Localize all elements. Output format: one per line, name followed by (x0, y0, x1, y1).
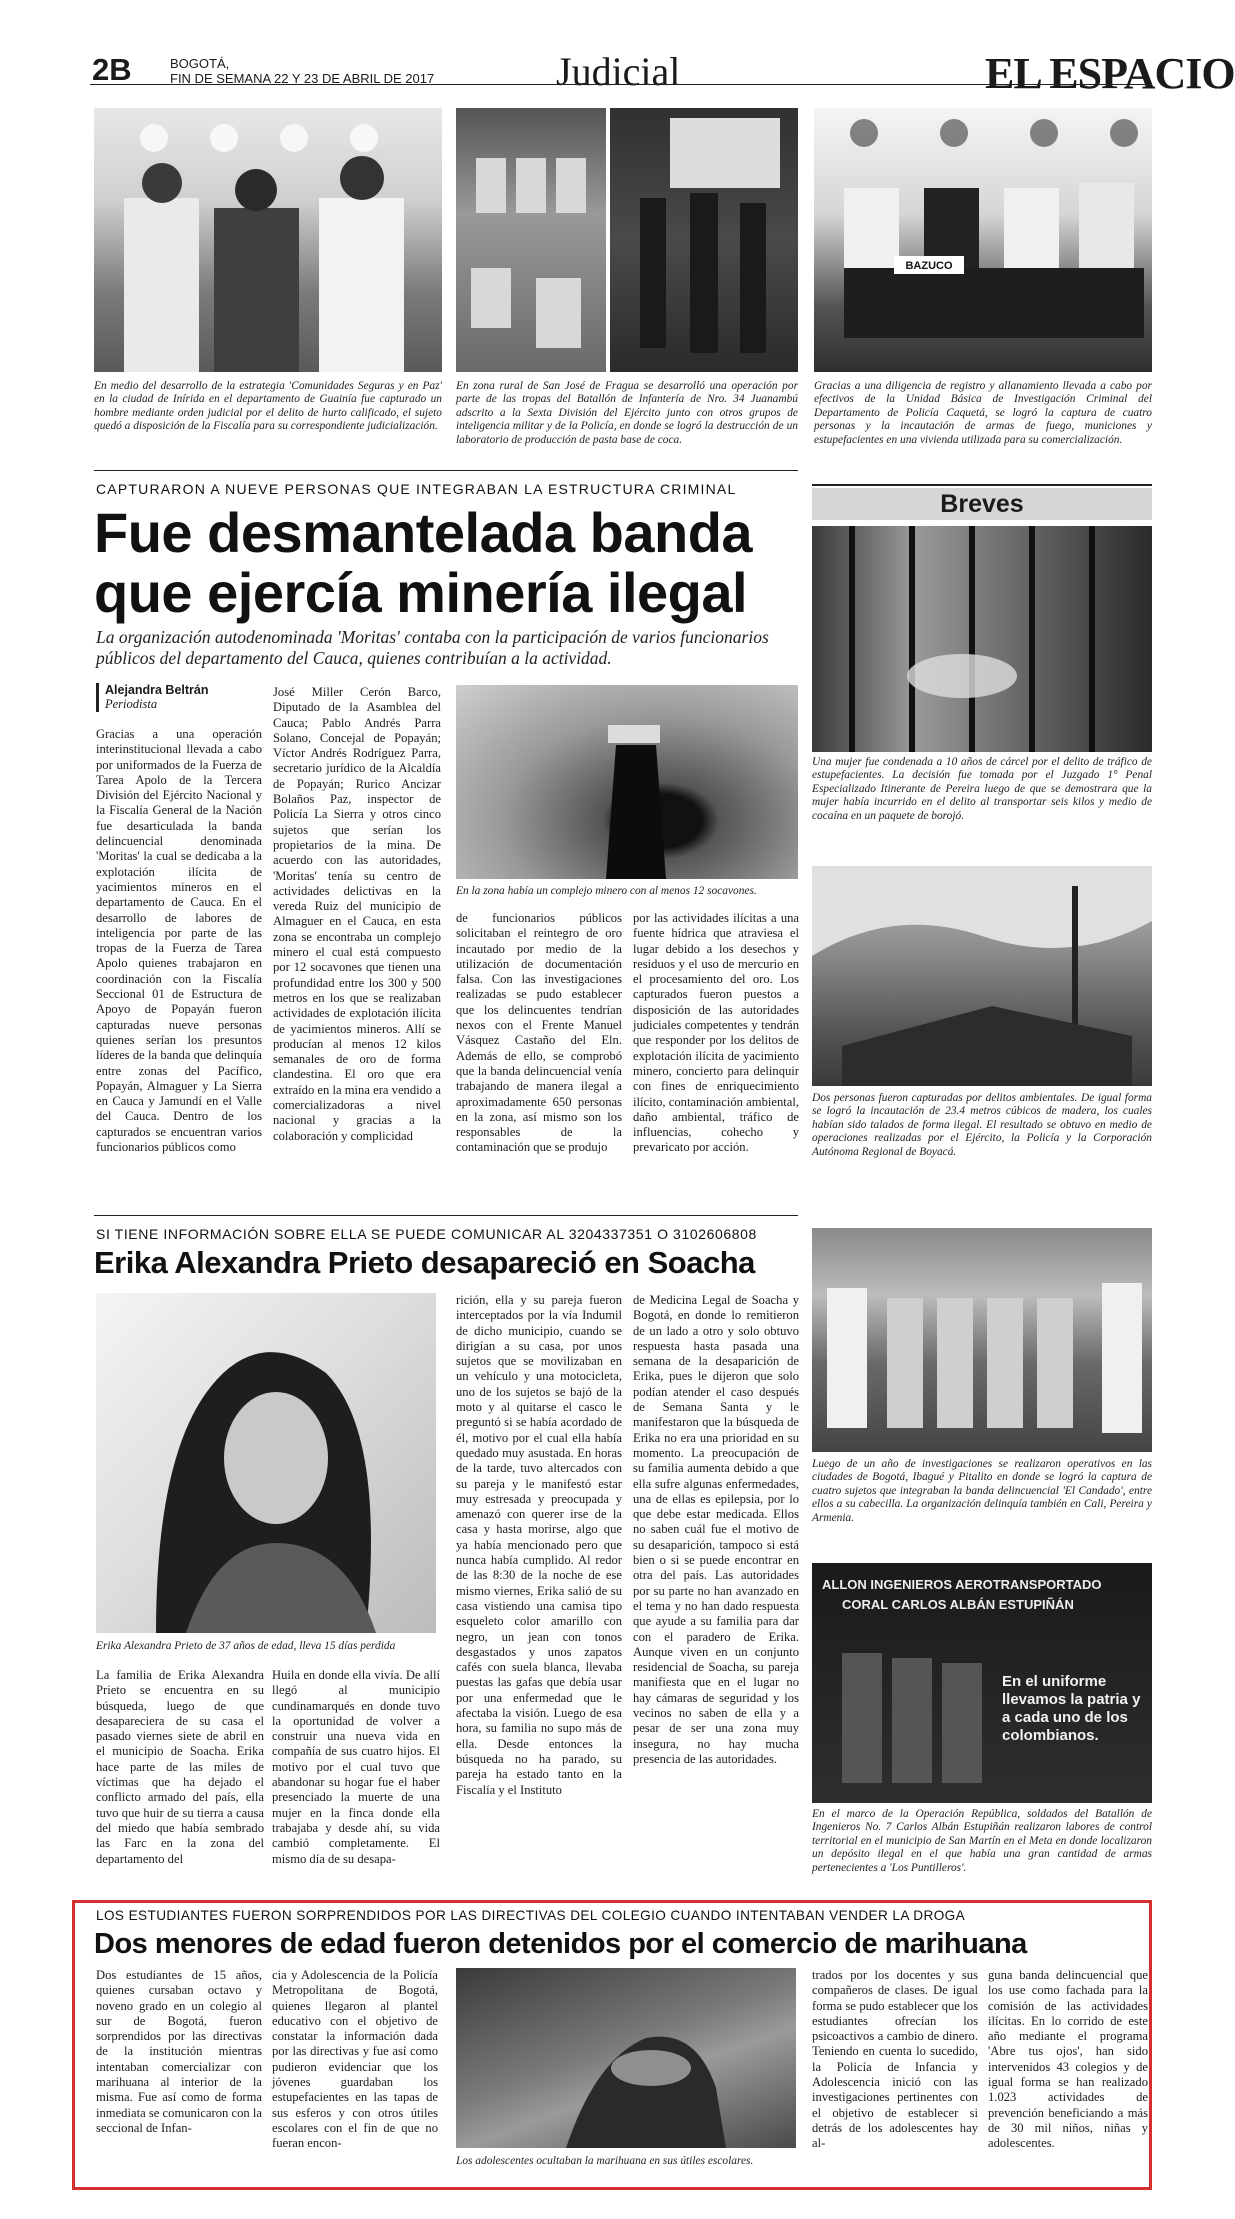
photo-lab-barrels (456, 108, 606, 372)
byline (96, 683, 256, 712)
erika-column-1: La familia de Erika Alexandra Prieto se encuentra en su búsqueda, luego de que desapareciera de su casa el pasado viernes siete de abril en el municipio de Soacha. Erika hace parte de las miles de víctimas que ha dejado el conflicto armado del país, ella tuvo que huir de su tierra a causa del miedo que había sembrado las Farc en la zona del departamento del (96, 1668, 264, 1866)
bazuco-sign: BAZUCO (905, 260, 953, 272)
erika-column-3: rición, ella y su pareja fueron interceptados por la vía Indumil de dicho municipio, cuando se dirigían a su casa, por unos sujetos que se movilizaban en un vehículo y una motocicleta, uno de los sujetos se bajó de la moto y al quitarse el casco le preguntó si se había acordado de él, motivo por el cual ella había quedado muy asustada. En horas de la tarde, tuvo altercados con su pareja y le manifestó estar muy estresada y preocupada y amenazó con querer irse de la casa y hasta morirse, algo que ya había mencionado pero que nunca había cumplido. Al redor de las 8:30 de la noche de ese mismo viernes, Erika salió de su casa vistiendo una camisa tipo esqueleto color amarillo con negro, un jean con tonos desgastados y unos zapatos cafés con suela blanca, llevaba puestas las gafas que debía usar por una enfermedad que le afectaba la visión. Luego de esa hora, su familia no supo más de ella. Desde entonces la búsqueda no ha parado, su pareja ha estado tanto en la Fiscalía y el Instituto (456, 1293, 622, 1797)
section-number: 2B (92, 52, 132, 87)
kicker-mineria: CAPTURARON A NUEVE PERSONAS QUE INTEGRABAN LA ESTRUCTURA CRIMINAL (96, 481, 737, 497)
caption-breve-1: Una mujer fue condenada a 10 años de cárcel por el delito de tráfico de estupefacientes. La decisión fue tomada por el Juzgado 1° Penal Especializado Itinerante de Pereira luego de que se demostrara que la mujer había incurrido en el delito al transportar seis kilos y medio de cocaína en un paquete de borojó. (812, 756, 1152, 822)
banner-line-1: ALLON INGENIEROS AEROTRANSPORTADO (822, 1577, 1102, 1592)
erika-column-4: de Medicina Legal de Soacha y Bogotá, en donde lo remitieron de un lado a otro y solo obtuvo respuesta hasta pasada una semana de la desaparición de Erika, pues le dijeron que solo podían atender el caso después de Semana Santa y le manifestaron que la búsqueda de Erika no era una prioridad en su momento. La preocupación de su familia aumenta debido a que ella sufre algunas enfermedades, una de ellas es epilepsia, por lo que debe estar medicada. Ellos no saben cuál fue el motivo de su desaparición, tampoco si está bien o si se puede encontrar en otra del país. Las autoridades por su parte no han avanzado en el tema y no han dado respuesta que ayude a su familia para dar con el paradero de Erika. Aunque viven en un conjunto residencial de Soacha, su pareja manifiesta que en el lugar no hay cámaras de seguridad y los vecinos no saben de ella y a pesar de ser una zona muy insegura, no hay mucha presencia de las autoridades. (633, 1293, 799, 1766)
headline-mineria (94, 503, 814, 623)
caption-mine: En la zona había un complejo minero con al menos 12 socavones. (456, 885, 757, 897)
headline-line-1: Fue desmantelada banda (94, 501, 753, 564)
section-title: Judicial (556, 49, 681, 94)
photo-battalion (812, 1563, 1152, 1803)
dateline (170, 56, 434, 86)
photo-el-candado (812, 1228, 1152, 1452)
photo-guainia-capture (94, 108, 442, 372)
erika-column-2: Huila en donde ella vivía. De allí llegó al municipio cundinamarqués en donde tuvo la oportunidad de volver a construir una nueva vida en compañía de sus cuatro hijos. El motivo por el cual tuvo que abandonar su hogar fue el haber presenciado la muerte de una mujer en la finca donde ella trabajaba y desde ahí, su vida cambió completamente. El mismo día de su desapa- (272, 1668, 440, 1866)
headline-line-2: que ejercía minería ilegal (94, 561, 748, 624)
caption-breve-3: Luego de un año de investigaciones se realizaron operativos en las ciudades de Bogotá, Ibagué y Pitalito en donde se logró la captura de cuatro sujetos que integraban la banda delincuencial 'El Candado', entre ellos a su cabecilla. La organización delinquía también en Cali, Pereira y Armenia. (812, 1458, 1152, 1524)
mineria-column-2: José Miller Cerón Barco, Diputado de la Asamblea del Cauca; Pablo Andrés Parra Solano, Concejal de Popayán; Víctor Andrés Rodríguez Parra, secretario jurídico de la Alcaldía de Popayán; Rurico Ancizar Bolaños Paz, inspector de Policía La Sierra y otros cinco sujetos que serían los propietarios de la mina. De acuerdo con las autoridades, 'Moritas' tenía su centro de actividades delictivas en la vereda Ruiz del municipio de Almaguer en el Cauca, en esta zona se encontraba un complejo minero el cual está compuesto por 12 socavones que tienen una profundidad entre los 300 y 500 metros en los que se realizaban actividades de explotación ilícita de yacimientos mineros. Allí se producían al menos 12 kilos semanales de oro de forma clandestina. El oro que era extraído en la mina era vendido a comercializadoras a nivel nacional y gracias a la colaboración y complicidad (273, 685, 441, 1143)
deck-mineria: La organización autodenominada 'Moritas' contaba con la participación de varios funcionarios públicos del departamento del Cauca, quienes contribuían a la actividad. (96, 627, 769, 668)
menores-column-4: guna banda delincuencial que los use como fachada para la comisión de las actividades ilícitas. En lo corrido de este año mediante el programa 'Abre tus ojos', han sido intervenidos 43 colegios y de igual forma se han realizado 1.023 actividades de prevención beneficiando a más de 30 mil niños, niñas y adolescentes. (988, 1968, 1148, 2151)
caption-breve-4: En el marco de la Operación República, soldados del Batallón de Ingenieros No. 7 Carlos Albán Estupiñán realizaron labores de control territorial en el municipio de San Martín en el Meta en donde localizaron un depósito ilegal en el que había una gran cantidad de armas pertenecientes a 'Los Puntilleros'. (812, 1808, 1152, 1874)
newspaper-logo: EL ESPACIO (985, 49, 1235, 98)
caption-guainia: En medio del desarrollo de la estrategia 'Comunidades Seguras y en Paz' en la ciudad de Inírida en el departamento de Guainía fue capturado un hombre mediante orden judicial por el delito de hurto calificado, el sujeto quedó a disposición de la Fiscalía para su correspondiente judicialización. (94, 380, 442, 433)
headline-menores: Dos menores de edad fueron detenidos por el comercio de marihuana (94, 1928, 1027, 1960)
breves-rule (812, 484, 1152, 486)
author-role: Periodista (105, 697, 158, 711)
mineria-column-1: Gracias a una operación interinstitucional llevada a cabo por uniformados de la Fuerza de Tarea Apolo de la Tercera División del Ejército Nacional y la Fiscalía General de la Nación fue desarticulada la banda delincuencial denominada 'Moritas' la cual se dedicaba a la explotación ilícita de yacimientos mineros en el departamento de Cauca. En el desarrollo de labores de inteligencia por parte de las tropas de la Fuerza de Tarea Apolo quienes trabajaron en coordinación con la Fiscalía Seccional 01 de Estructura de Apoyo de Popayán fueron capturadas nueve personas quienes serían los presuntos líderes de la banda que delinquía entre zonas del Pacífico, Popayán, Almaguer y La Sierra en Cauca y Jamundí en el Valle del Cauca. Dentro de los capturados se encuentran varios funcionarios públicos como (96, 727, 262, 1155)
photo-marijuana (456, 1968, 796, 2148)
divider (94, 1215, 798, 1216)
breves-header (812, 488, 1152, 520)
city: BOGOTÁ, (170, 56, 230, 71)
mineria-column-3: de funcionarios públicos solicitaban el reintegro de oro incautado por medio de la utilización de documentación falsa. Con las investigaciones realizadas se pudo establecer que los delincuentes tendrían nexos con el Frente Manuel Vásquez Castaño del Eln. Además de ello, se comprobó que la banda delincuencial venía trabajando de manera ilegal a aproximadamente 650 personas en la zona, así mismo son los responsables de la contaminación que se produjo (456, 911, 622, 1155)
menores-column-2: cia y Adolescencia de la Policía Metropolitana de Bogotá, quienes llegaron al plantel educativo con el objetivo de constatar la información dada por las directivas y fue así como pudieron evidenciar que los jóvenes guardaban los estupefacientes en las tapas de sus esferos y con otros útiles escolares con el fin de que no fueran encon- (272, 1968, 438, 2151)
caption-marijuana: Los adolescentes ocultaban la marihuana en sus útiles escolares. (456, 2155, 754, 2167)
breves-title: Breves (940, 490, 1024, 518)
menores-column-3: trados por los docentes y sus compañeros de clases. De igual forma se pudo establecer que los estudiantes ofrecían los psicoactivos a cambio de dinero. Teniendo en cuenta lo sucedido, la Policía de Infancia y Adolescencia inició con las investigaciones pertinentes con el objetivo de establecer si detrás de los adolescentes hay al- (812, 1968, 978, 2151)
author-name: Alejandra Beltrán (105, 683, 209, 697)
divider (94, 470, 798, 471)
photo-timber (812, 866, 1152, 1086)
photo-mine-tunnel (456, 685, 798, 879)
header-rule (90, 84, 1152, 85)
banner-line-2: CORAL CARLOS ALBÁN ESTUPIÑÁN (842, 1597, 1074, 1612)
photo-army-lab (610, 108, 798, 372)
issue-date: FIN DE SEMANA 22 Y 23 DE ABRIL DE 2017 (170, 71, 435, 86)
mineria-column-4: por las actividades ilícitas a una fuente hídrica que atraviesa el lugar debido a los desechos y residuos y el uso de mercurio en el procesamiento del oro. Los capturados fueron puestos a disposición de las autoridades judiciales competentes y tendrán que responder por los delitos de explotación ilícita de yacimiento minero, concierto para delinquir con fines de enriquecimiento ilícito, contaminación ambiental, daño ambiental, tráfico de influencias, cohecho y prevaricato por acción. (633, 911, 799, 1155)
kicker-erika: SI TIENE INFORMACIÓN SOBRE ELLA SE PUEDE COMUNICAR AL 3204337351 O 3102606808 (96, 1226, 757, 1242)
banner-motto: En el uniforme llevamos la patria y a cada uno de los colombianos. (1002, 1673, 1141, 1744)
menores-column-1: Dos estudiantes de 15 años, quienes cursaban octavo y noveno grado en un colegio al sur de Bogotá, fueron sorprendidos por las directivas de la institución mientras intentaban comercializar con marihuana al interior de la misma. Fue así como de forma inmediata se comunicaron con la seccional de Infan- (96, 1968, 262, 2135)
photo-caqueta-seizure (814, 108, 1152, 372)
caption-caqueta: Gracias a una diligencia de registro y allanamiento llevada a cabo por efectivos de la Unidad Básica de Investigación Criminal del Departamento de Policía Caquetá, se logró la captura de cuatro personas y la incautación de armas de fuego, municiones y estupefacientes en una vivienda utilizada para su comercialización. (814, 380, 1152, 446)
photo-prison-bars (812, 526, 1152, 752)
headline-erika: Erika Alexandra Prieto desapareció en Soacha (94, 1245, 755, 1280)
caption-lab: En zona rural de San José de Fragua se desarrolló una operación por parte de las tropas del Batallón de Infantería de Nro. 34 Juanambú adscrito a la Sexta División del Ejército junto con otros grupos de inteligencia militar y de la Policía, en donde se logró la destrucción de un laboratorio de producción de pasta base de coca. (456, 380, 798, 446)
kicker-menores: LOS ESTUDIANTES FUERON SORPRENDIDOS POR LAS DIRECTIVAS DEL COLEGIO CUANDO INTENTABAN VENDER LA DROGA (96, 1908, 966, 1923)
caption-erika: Erika Alexandra Prieto de 37 años de edad, lleva 15 días perdida (96, 1640, 396, 1652)
photo-erika (96, 1293, 436, 1633)
caption-breve-2: Dos personas fueron capturadas por delitos ambientales. De igual forma se logró la incautación de 23.4 metros cúbicos de madera, los cuales habían sido talados de forma ilegal. El resultado se obtuvo en medio de operaciones realizadas por el Ejército, la Policía y la Corporación Autónoma Regional de Boyacá. (812, 1092, 1152, 1158)
